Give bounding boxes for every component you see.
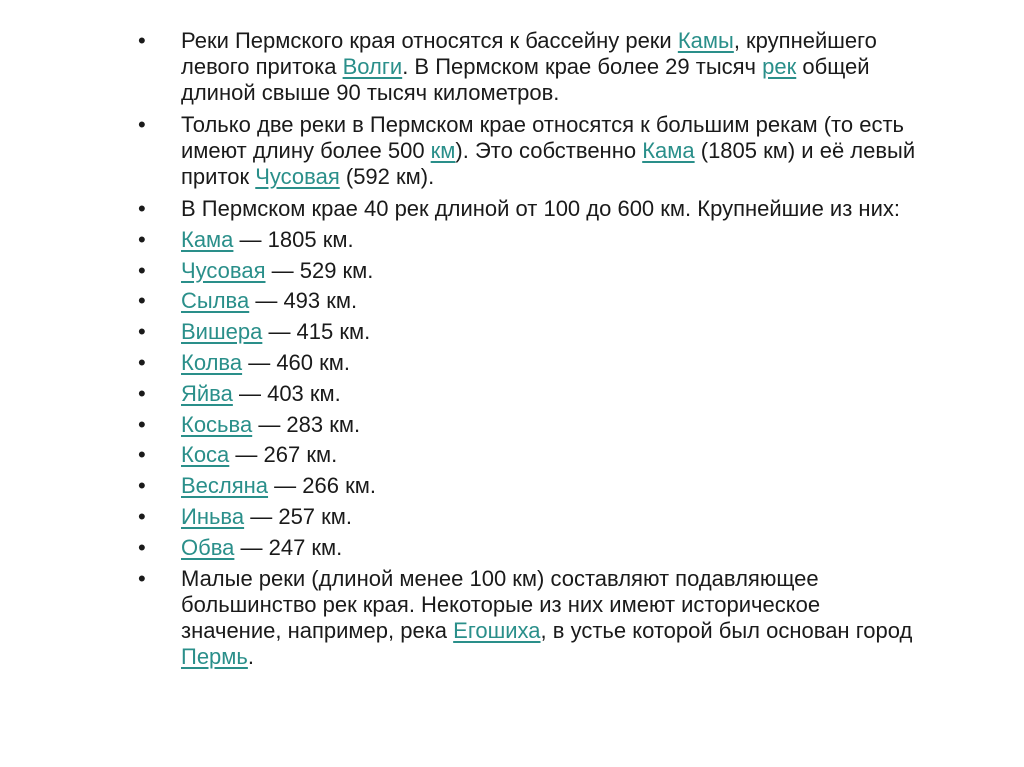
river-item [138, 504, 1024, 535]
link-kama[interactable]: Кама [642, 138, 695, 163]
bullet-item-forty-rivers [138, 196, 1024, 227]
river-length: — 460 км. [242, 349, 350, 375]
bullet-marker: • [138, 288, 146, 314]
bullet-marker: • [138, 380, 146, 406]
river-length: — 1805 км. [233, 226, 354, 252]
river-link[interactable]: Колва [181, 349, 243, 375]
river-length: — 403 км. [232, 380, 341, 406]
river-length: — 266 км. [268, 473, 376, 499]
river-item [138, 381, 1024, 412]
bullet-marker: • [138, 503, 146, 529]
bullet-item-basin [138, 28, 1024, 106]
bullet-marker: • [138, 319, 146, 345]
river-link[interactable]: Иньва [181, 503, 245, 529]
river-length: — 529 км. [265, 257, 374, 283]
bullet-marker: • [138, 226, 146, 252]
river-item [138, 412, 1024, 443]
text-line: значение, например, река Егошиха, в устье которой был основан город [181, 617, 913, 643]
bullet-marker: • [138, 196, 146, 221]
bullet-marker: • [138, 349, 146, 375]
river-length: — 493 км. [249, 288, 358, 314]
text-line: Реки Пермского края относятся к бассейну реки Камы, крупнейшего [181, 28, 877, 53]
river-item [138, 350, 1024, 381]
river-link[interactable]: Чусовая [181, 257, 266, 283]
link-km[interactable]: км [430, 138, 456, 163]
text-line: длиной свыше 90 тысяч километров. [181, 80, 560, 105]
river-item [138, 442, 1024, 473]
river-item [138, 473, 1024, 504]
link-kama[interactable]: Камы [677, 28, 734, 53]
bullet-marker: • [138, 257, 146, 283]
link-perm[interactable]: Пермь [181, 643, 248, 669]
river-item [138, 535, 1024, 566]
river-link[interactable]: Обва [181, 534, 235, 560]
text-line: большинство рек края. Некоторые из них имеют историческое [181, 591, 821, 617]
text-line: имеют длину более 500 км). Это собственно Кама (1805 км) и её левый [181, 138, 916, 163]
river-length: — 415 км. [262, 319, 371, 345]
river-link[interactable]: Весляна [181, 473, 269, 499]
river-item [138, 258, 1024, 289]
bullet-marker: • [138, 565, 146, 591]
river-length: — 283 км. [252, 411, 361, 437]
text-line: приток Чусовая (592 км). [181, 164, 435, 189]
bullet-item-small-rivers [138, 566, 1024, 670]
link-egoshikha[interactable]: Егошиха [453, 617, 541, 643]
text-line: Пермь. [181, 643, 254, 669]
river-length: — 257 км. [244, 503, 353, 529]
bullet-marker: • [138, 534, 146, 560]
bullet-marker: • [138, 442, 146, 468]
river-link[interactable]: Коса [181, 442, 230, 468]
bullet-item-large-rivers [138, 112, 1024, 190]
bullet-marker: • [138, 28, 146, 53]
river-link[interactable]: Яйва [181, 380, 233, 406]
rivers-bullet-list [138, 28, 1024, 670]
river-link[interactable]: Вишера [181, 319, 263, 345]
bullet-marker: • [138, 112, 146, 137]
river-length: — 267 км. [229, 442, 338, 468]
link-rivers[interactable]: рек [762, 54, 797, 79]
river-item [138, 288, 1024, 319]
text-line: В Пермском крае 40 рек длиной от 100 до 600 км. Крупнейшие из них: [181, 196, 900, 221]
river-link[interactable]: Кама [181, 226, 234, 252]
text-line: левого притока Волги. В Пермском крае более 29 тысяч рек общей [181, 54, 870, 79]
bullet-marker: • [138, 473, 146, 499]
river-length: — 247 км. [234, 534, 343, 560]
river-item [138, 319, 1024, 350]
river-link[interactable]: Сылва [181, 288, 250, 314]
link-chusovaya[interactable]: Чусовая [255, 164, 340, 189]
text-line: Только две реки в Пермском крае относятся к большим рекам (то есть [181, 112, 904, 137]
text-line: Малые реки (длиной менее 100 км) составляют подавляющее [181, 565, 819, 591]
river-item [138, 227, 1024, 258]
river-link[interactable]: Косьва [181, 411, 253, 437]
bullet-marker: • [138, 411, 146, 437]
link-volga[interactable]: Волги [342, 54, 403, 79]
